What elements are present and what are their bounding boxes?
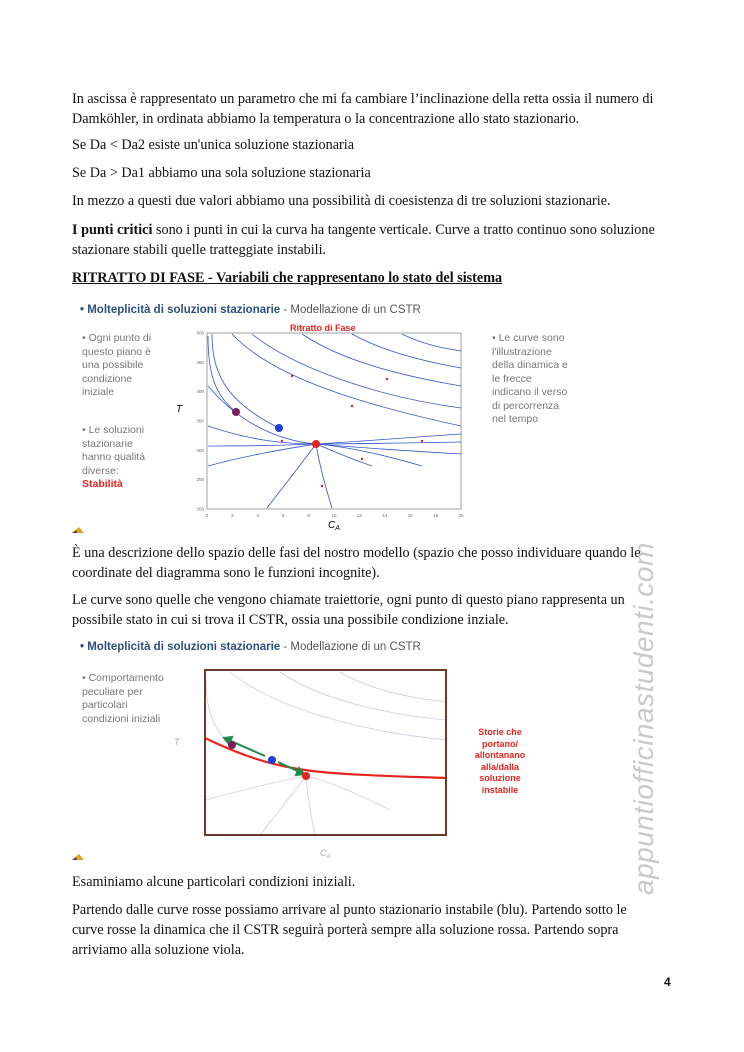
highlighted-trajectories-chart	[170, 660, 470, 860]
slide2-title-sub: - Modellazione di un CSTR	[280, 641, 421, 653]
faded-trajectory	[230, 672, 446, 740]
x-tick-label: 4	[256, 513, 260, 518]
paragraph-coexistence: In mezzo a questi due valori abbiamo una possibilità di coesistenza di tre soluzioni stazionarie.	[72, 193, 611, 209]
faded-trajectory	[206, 680, 232, 745]
paragraph-critical-points	[72, 220, 672, 260]
faded-trajectory	[306, 776, 390, 810]
unstable-point-blue-2	[268, 756, 276, 764]
watermark: appuntiofficinastudenti.com	[628, 542, 659, 895]
slide2-red-note: Storie che portano/ allontanano alla/dalla soluzione instabile	[474, 727, 526, 795]
chart1-xlabel	[328, 520, 340, 532]
faded-trajectory	[280, 672, 446, 720]
faded-trajectory	[306, 776, 315, 835]
paragraph-phase-space: È una descrizione dello spazio delle fasi del nostro modello (spazio che posso individuare quando le coordinate del diagramma sono le funzioni incognite).	[72, 545, 641, 581]
separatrix-red-curve	[205, 738, 446, 778]
green-arrows	[224, 737, 304, 775]
faded-trajectory	[340, 672, 446, 702]
x-tick-label: 6	[281, 513, 285, 518]
slide2-title-main: • Molteplicità di soluzioni stazionarie	[80, 641, 281, 653]
critical-points-text: sono i punti in cui la curva ha tangente verticale. Curve a tratto continuo sono soluzione stazionare stabili quelle tratteggiate instabili.	[72, 222, 655, 258]
x-tick-label: 8	[307, 513, 310, 518]
slide2-left-note: • Comportamento peculiare per particolari condizioni iniziali	[82, 672, 164, 725]
x-tick-label: 14	[382, 513, 388, 518]
slide1-title-main: • Molteplicità di soluzioni stazionarie	[80, 304, 281, 316]
direction-arrow-marker	[361, 458, 363, 460]
y-tick-label: 300	[196, 447, 204, 453]
y-tick-label: 400	[196, 389, 204, 395]
page-number: 4	[664, 975, 671, 989]
x-tick-label: 0	[205, 513, 209, 518]
x-tick-label: 10	[331, 513, 337, 518]
paragraph-trajectories: Le curve sono quelle che vengono chiamate traiettorie, ogni punto di questo piano rappresenta un possibile stato in cui si trova il CSTR, ossia una possibile condizione inziale.	[72, 592, 625, 628]
chart2-xlabel-main: C	[320, 848, 327, 858]
stable-point-purple-2	[228, 741, 236, 749]
direction-arrow-marker	[321, 485, 323, 487]
y-tick-label: 200	[196, 506, 204, 512]
chart1-frame	[207, 333, 461, 509]
direction-arrow-marker	[351, 405, 353, 407]
section-heading: RITRATTO DI FASE - Variabili che rappresentano lo stato del sistema	[72, 270, 503, 286]
x-tick-label: 18	[433, 513, 439, 518]
slide1-title-sub: - Modellazione di un CSTR	[280, 304, 421, 316]
y-tick-label: 450	[196, 359, 204, 365]
direction-arrow-marker	[281, 440, 283, 442]
slide1-right-note: • Le curve sono l'illustrazione della dinamica e le frecce indicano il verso di percorrenza nel tempo	[492, 332, 568, 425]
chart1-xlabel-sub: A	[335, 525, 340, 532]
stable-point-red	[312, 440, 320, 448]
y-tick-label: 350	[196, 418, 204, 424]
pencil-icon-2	[72, 852, 84, 860]
direction-arrow-marker	[421, 440, 423, 442]
chart1-title: Ritratto di Fase	[290, 323, 356, 333]
unstable-point-blue	[275, 424, 283, 432]
chart2-ylabel: T	[174, 737, 180, 747]
pencil-icon	[72, 525, 84, 533]
paragraph-da-low: Se Da < Da2 esiste un'unica soluzione stazionaria	[72, 137, 355, 153]
phase-portrait-chart	[172, 316, 472, 536]
y-tick-label: 250	[196, 477, 204, 483]
x-tick-label: 16	[407, 513, 413, 518]
paragraph-red-curves: Partendo dalle curve rosse possiamo arrivare al punto stazionario instabile (blu). Partendo sotto le curve rosse la dinamica che il CSTR seguirà porterà sempre alla soluzione rossa. Partendo sopra arriviamo alla soluzione viola.	[72, 902, 627, 958]
slide1-title	[80, 304, 421, 316]
critical-points-bold: I punti critici	[72, 222, 153, 238]
x-tick-label: 12	[356, 513, 362, 518]
direction-arrow-marker	[291, 375, 293, 377]
slide1-left-note1: • Ogni punto di questo piano è una possibile condizione iniziale	[82, 332, 152, 398]
stable-point-purple	[232, 408, 240, 416]
chart2-xlabel	[320, 848, 331, 860]
slide2-title	[80, 641, 421, 653]
stable-point-red-2	[302, 772, 310, 780]
paragraph-initial-conditions: Esaminiamo alcune particolari condizioni iniziali.	[72, 874, 356, 890]
y-tick-label: 500	[196, 330, 204, 336]
faded-trajectory	[260, 776, 306, 835]
paragraph-damkohler: In ascissa è rappresentato un parametro che mi fa cambiare l’inclinazione della retta ossia il numero di Damköhler, in ordinata abbiamo la temperatura o la concentrazione allo stato stazionario.	[72, 91, 654, 127]
direction-arrow-marker	[386, 378, 388, 380]
faded-trajectory	[206, 776, 306, 800]
chart2-xlabel-sub: A	[326, 854, 331, 860]
x-tick-label: 20	[458, 513, 464, 518]
chart1-xlabel-main: C	[328, 520, 336, 531]
slide1-stability-label: Stabilità	[82, 478, 123, 490]
slide1-left-note2-text: • Le soluzioni stazionarie hanno qualità diverse:	[82, 424, 146, 477]
paragraph-da-high: Se Da > Da1 abbiamo una sola soluzione stazionaria	[72, 165, 371, 181]
chart1-ylabel: T	[176, 404, 183, 415]
x-tick-label: 2	[231, 513, 234, 518]
slide1-left-note2	[82, 424, 162, 492]
